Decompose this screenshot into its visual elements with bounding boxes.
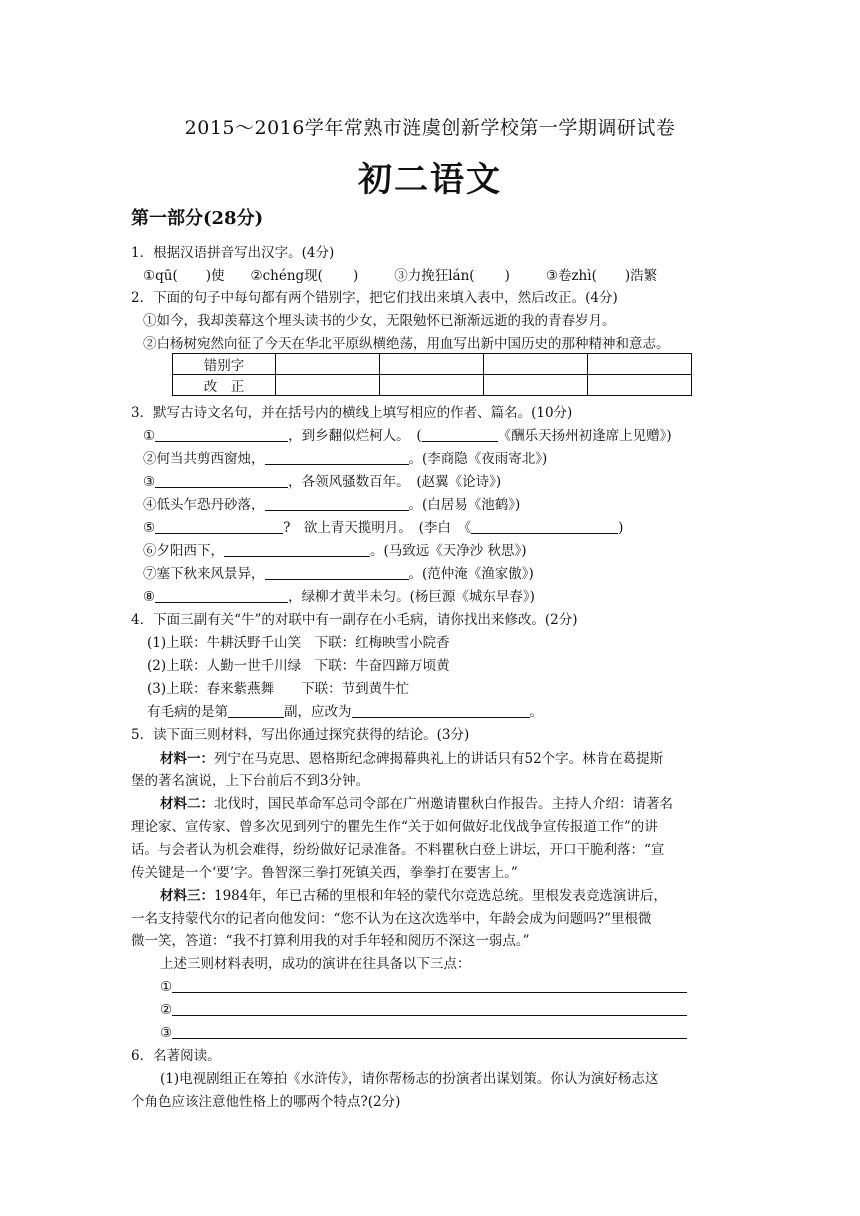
pinyin-item-1: ①qū( [143,268,178,284]
question-2-sentence-1: ①如今，我却羡幕这个埋头读书的少女，无限勉怀已渐渐远逝的我的青春岁月。 [143,313,616,329]
conclusion-prompt: 上述三则材料表明，成功的演讲在往具备以下三点： [160,956,471,972]
question-2-prompt: 2．下面的句子中每句都有两个错别字，把它们找出来填入表中，然后改正。(4分) [131,290,618,306]
answer-blank[interactable] [422,427,498,442]
answer-cell[interactable] [276,375,380,396]
answer-blank[interactable] [224,542,370,557]
question-6-sub-1-cont: 个角色应该注意他性格上的哪两个特点?(2分) [131,1094,401,1110]
material-2-cont: 话。与会者认为机会难得，纷纷做好记录准备。不料瞿秋白登上讲坛，开口干脆利落：“宣 [131,842,665,858]
material-3: 材料三：1984年，年已古稀的里根和年轻的蒙代尔竞选总统。里根发表竞选演讲后， [160,888,667,904]
exam-title: 2015～2016学年常熟市涟虞创新学校第一学期调研试卷 [184,117,676,139]
answer-blank[interactable] [228,703,284,718]
poem-line-5: ⑤ ? 欲上青天揽明月。 (李白 《 ) [143,520,624,536]
table-row [173,375,692,396]
conclusion-answer-1: ① [160,978,687,996]
material-1-cont: 堡的著名演说，上下台前后不到3分钟。 [131,773,370,789]
question-4-answer: 有毛病的是第 副，应改为 。 [147,704,543,720]
material-2-cont: 传关键是一个‘要’字。鲁智深三拳打死镇关西，拳拳打在要害上。” [131,865,518,881]
poem-line-1: ① ，到乡翻似烂柯人。 ( 《酬乐天扬州初逢席上见赠》) [143,428,672,444]
answer-blank[interactable] [471,519,618,534]
question-6-prompt: 6．名著阅读。 [131,1048,221,1064]
question-3-prompt: 3．默写古诗文名句，并在括号内的横线上填写相应的作者、篇名。(10分) [131,405,573,421]
answer-blank[interactable] [155,427,288,442]
subject-heading: 初二语文 [358,160,502,200]
row-label-wrong: 错别字 [173,354,276,375]
poem-line-6: ⑥夕阳西下， 。(马致远《天净沙 秋思》) [143,543,527,559]
couplet-2: (2)上联：人勤一世千川绿 下联：牛奋四蹄万顷黄 [147,658,450,674]
conclusion-answer-3: ③ [160,1024,687,1042]
answer-line[interactable] [172,1024,687,1039]
section-heading: 第一部分(28分) [131,208,264,229]
material-3-cont: 微一笑，答道：“我不打算利用我的对手年轻和阅历不深这一弱点。” [131,933,530,949]
poem-line-8: ⑧ ，绿柳才黄半未匀。(杨巨源《城东早春》) [143,589,535,605]
answer-cell[interactable] [484,375,588,396]
question-1-prompt: 1．根据汉语拼音写出汉字。(4分) [131,245,335,261]
poem-line-3: ③ ，各领风骚数百年。 (赵翼《论诗》) [143,474,502,490]
correction-table [172,353,692,396]
table-row [173,354,692,375]
question-4-prompt: 4．下面三副有关“牛”的对联中有一副存在小毛病，请你找出来修改。(2分) [131,612,578,628]
material-2: 材料二：北伐时，国民革命军总司令部在广州邀请瞿秋白作报告。主持人介绍：请著名 [160,796,673,812]
answer-blank[interactable] [265,450,409,465]
answer-cell[interactable] [380,375,484,396]
question-2-sentence-2: ②白杨树宛然向征了今天在华北平原纵横绝荡，用血写出新中国历史的那种精神和意志。 [143,336,670,352]
conclusion-answer-2: ② [160,1001,687,1019]
pinyin-item-3: ③力挽狂lán( [394,268,475,284]
pinyin-item-4: ③卷zhì( [545,268,597,284]
material-1: 材料一：列宁在马克思、恩格斯纪念碑揭幕典礼上的讲话只有52个字。林肯在葛提斯 [160,751,664,767]
material-3-cont: 一名支持蒙代尔的记者向他发问：“您不认为在这次选举中，年龄会成为问题吗?”里根微 [131,911,652,927]
answer-cell[interactable] [484,354,588,375]
pinyin-item-2: ②chéng现( [250,268,323,284]
answer-blank[interactable] [155,588,288,603]
question-1-items: ①qū( )使 ②chéng现( ) ③力挽狂lán( ) ③卷zhì( )浩繁 [143,268,658,284]
couplet-3: (3)上联：春来紫燕舞 下联：节到黄牛忙 [147,681,410,697]
answer-cell[interactable] [380,354,484,375]
answer-cell[interactable] [276,354,380,375]
answer-blank[interactable] [155,519,283,534]
row-label-correct: 改 正 [173,375,276,396]
poem-line-4: ④低头乍恐丹砂落， 。(白居易《池鹤》) [143,497,521,513]
answer-blank[interactable] [265,565,409,580]
answer-blank[interactable] [155,473,288,488]
answer-blank[interactable] [265,496,409,511]
answer-blank[interactable] [352,703,530,718]
answer-cell[interactable] [588,375,692,396]
answer-line[interactable] [172,1001,687,1016]
answer-cell[interactable] [588,354,692,375]
couplet-1: (1)上联：牛耕沃野千山笑 下联：红梅映雪小院香 [147,635,450,651]
question-5-prompt: 5．读下面三则材料，写出你通过探究获得的结论。(3分) [131,727,470,743]
poem-line-7: ⑦塞下秋来风景异， 。(范仲淹《渔家傲》) [143,566,534,582]
poem-line-2: ②何当共剪西窗烛， 。(李商隐《夜雨寄北》) [143,451,548,467]
answer-line[interactable] [172,978,687,993]
material-2-cont: 理论家、宣传家、曾多次见到列宁的瞿先生作“关于如何做好北伐战争宣传报道工作”的讲 [131,819,658,835]
question-6-sub-1: (1)电视剧组正在筹拍《水浒传》，请你帮杨志的扮演者出谋划策。你认为演好杨志这 [160,1071,659,1087]
